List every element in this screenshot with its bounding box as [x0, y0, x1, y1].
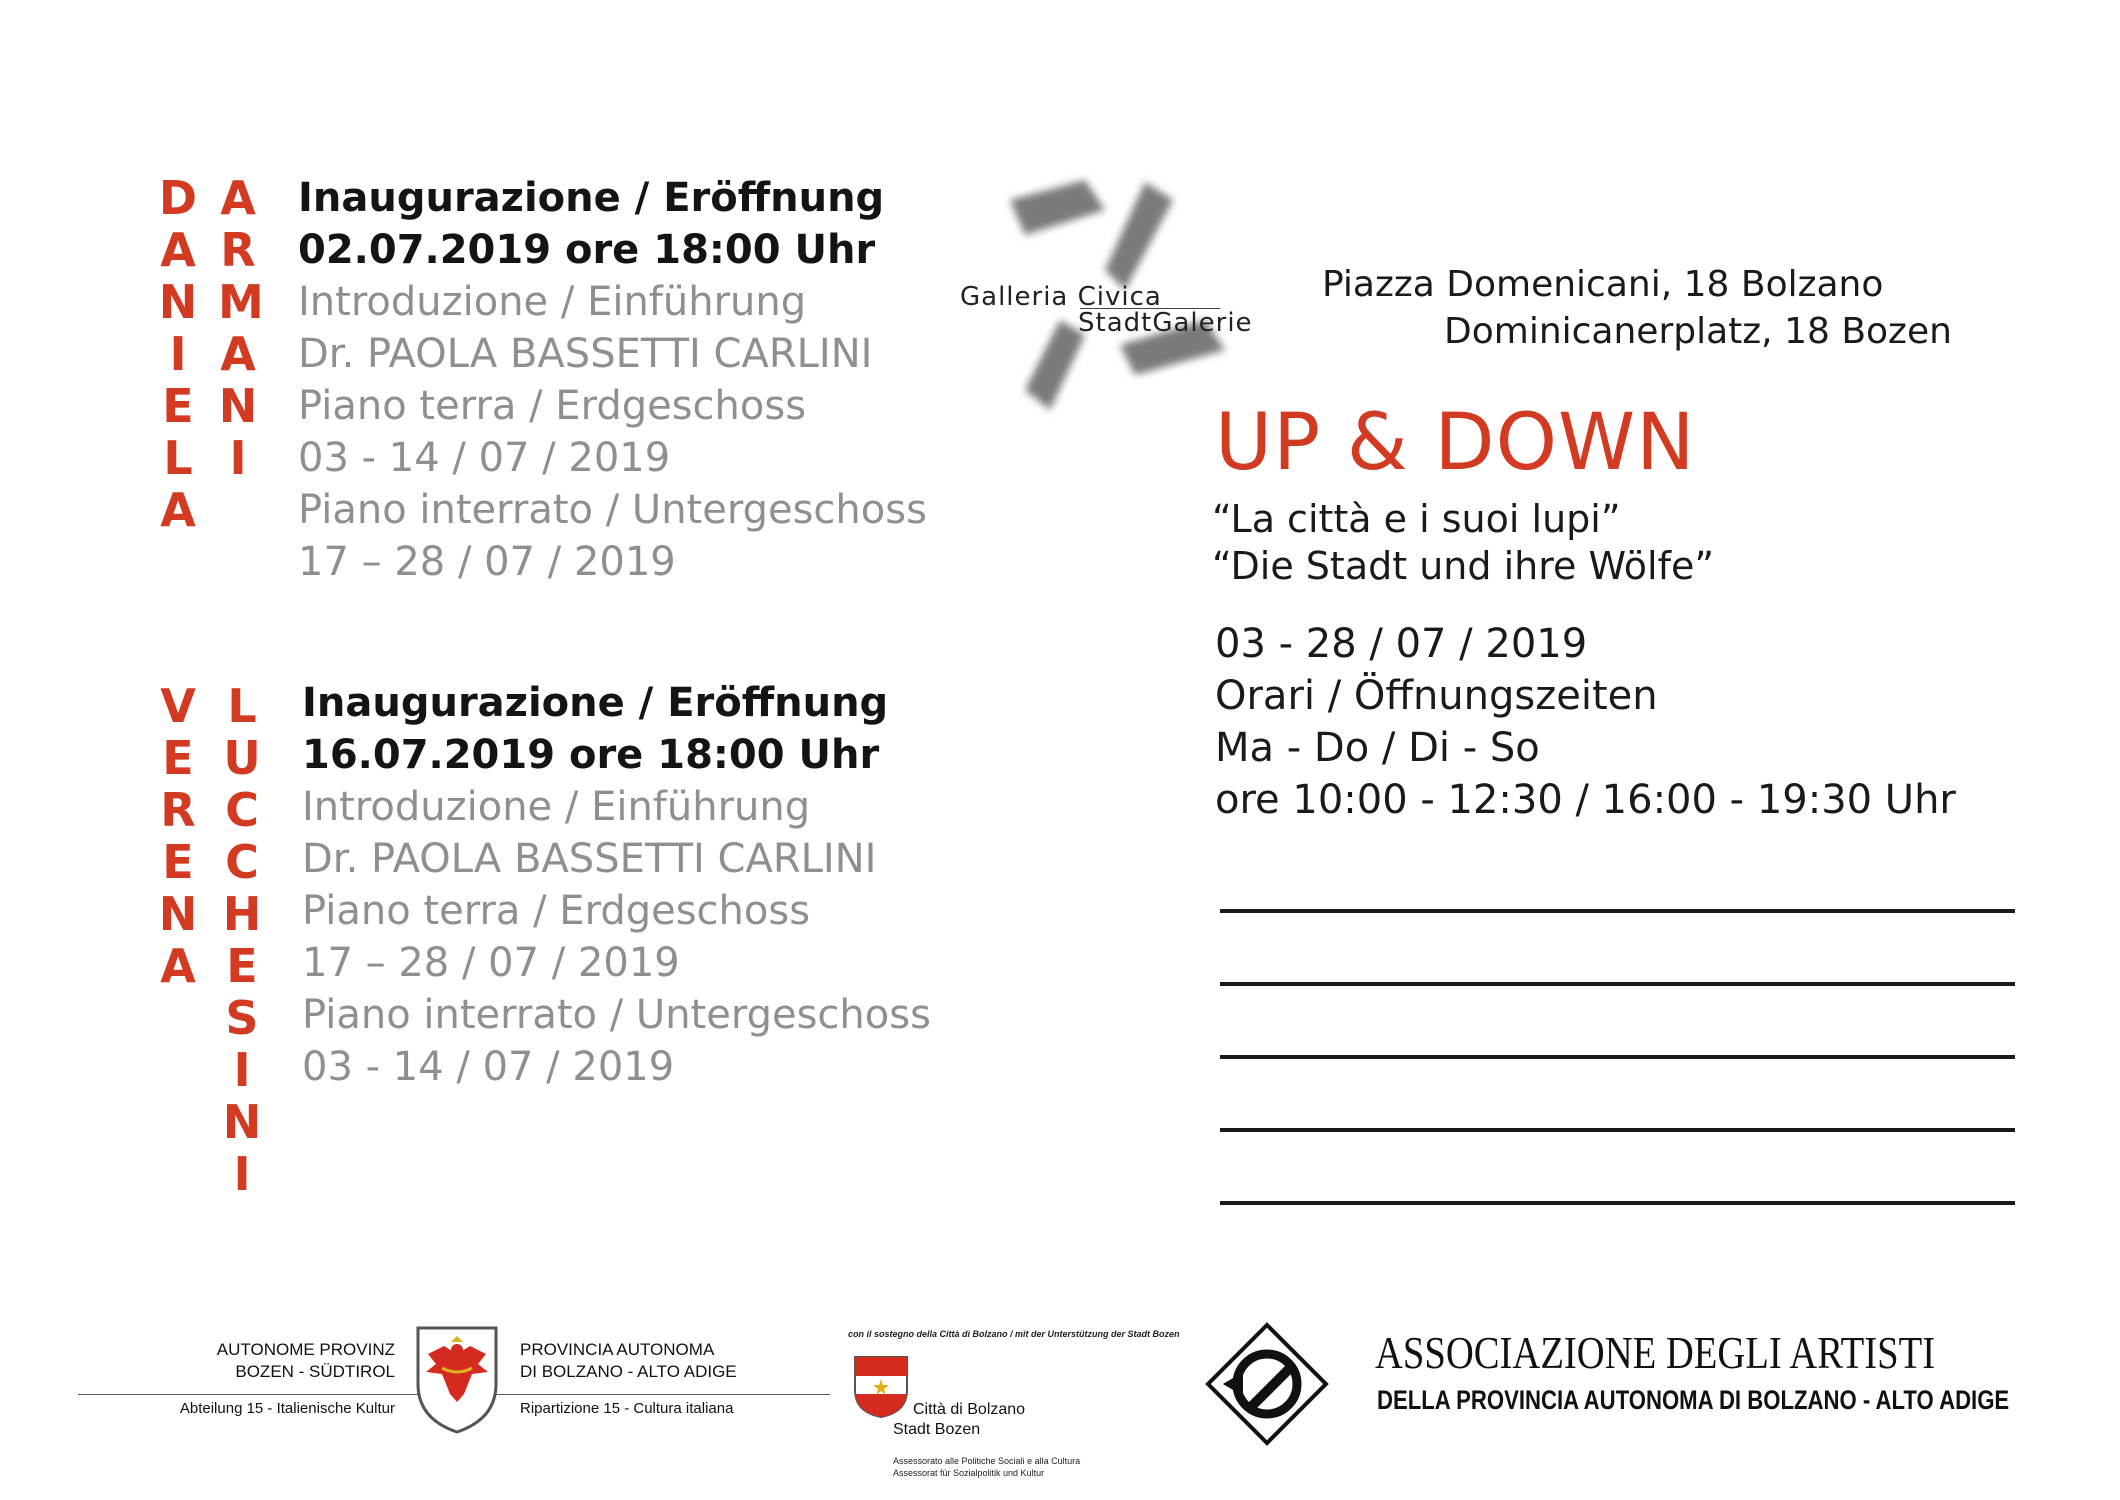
- letter: A: [220, 327, 256, 381]
- city-coat-of-arms-icon: [852, 1354, 910, 1420]
- opening-datetime: 02.07.2019 ore 18:00 Uhr: [298, 227, 876, 273]
- letter: D: [158, 171, 198, 225]
- galleria-civica-logo: [955, 170, 1275, 420]
- exhibition-title: UP & DOWN: [1215, 398, 1696, 488]
- letter: E: [162, 835, 194, 889]
- address-it: Piazza Domenicani, 18 Bolzano: [1322, 264, 1884, 305]
- artist2-details: [302, 677, 942, 1093]
- logo-line1: Galleria Civica: [960, 282, 1162, 312]
- association-subtitle: DELLA PROVINCIA AUTONOMA DI BOLZANO - ALTO ADIGE: [1377, 1385, 2010, 1415]
- opening-hours: ore 10:00 - 12:30 / 16:00 - 19:30 Uhr: [1215, 777, 1956, 823]
- address-write-line: [1220, 1201, 2015, 1205]
- letter: S: [225, 991, 259, 1045]
- letter: N: [218, 379, 258, 433]
- intro-speaker: Dr. PAOLA BASSETTI CARLINI: [302, 836, 877, 882]
- exhibition-dates: 03 - 28 / 07 / 2019: [1215, 621, 1588, 667]
- letter: I: [233, 1147, 251, 1201]
- support-note: con il sostegno della Città di Bolzano / mit der Unterstützung der Stadt Bozen: [848, 1329, 1180, 1339]
- letter: V: [160, 679, 196, 733]
- letter: R: [160, 783, 196, 837]
- subtitle-it: “La città e i suoi lupi”: [1212, 497, 1621, 541]
- intro-speaker: Dr. PAOLA BASSETTI CARLINI: [298, 331, 873, 377]
- floor1-dates: 17 – 28 / 07 / 2019: [302, 940, 680, 986]
- province-de-1: AUTONOME PROVINZ: [216, 1340, 395, 1359]
- artist1-last-name: [218, 171, 264, 485]
- floor1-label: Piano terra / Erdgeschoss: [302, 888, 811, 934]
- letter: U: [223, 731, 261, 785]
- intro-label: Introduzione / Einführung: [298, 279, 807, 325]
- province-it-2: DI BOLZANO - ALTO ADIGE: [520, 1362, 737, 1381]
- letter: H: [222, 887, 262, 941]
- floor2-dates: 17 – 28 / 07 / 2019: [298, 539, 676, 585]
- opening-days: Ma - Do / Di - So: [1215, 725, 1540, 771]
- letter: E: [162, 731, 194, 785]
- letter: E: [226, 939, 258, 993]
- letter: C: [225, 783, 259, 837]
- letter: E: [162, 379, 194, 433]
- letter: C: [225, 835, 259, 889]
- letter: N: [158, 887, 198, 941]
- province-coat-of-arms-icon: [414, 1324, 500, 1436]
- address-write-line: [1220, 909, 2015, 913]
- letter: I: [233, 1043, 251, 1097]
- letter: L: [227, 679, 257, 733]
- opening-label: Inaugurazione / Eröffnung: [302, 680, 889, 726]
- floor2-label: Piano interrato / Untergeschoss: [302, 992, 931, 1038]
- exhibition-info: [1215, 618, 1956, 826]
- address-write-line: [1220, 1128, 2015, 1132]
- letter: R: [220, 223, 256, 277]
- floor2-dates: 03 - 14 / 07 / 2019: [302, 1044, 675, 1090]
- artist1-details: [298, 172, 938, 588]
- letter: L: [163, 431, 193, 485]
- letter: I: [229, 431, 247, 485]
- artist2-first-name: [158, 680, 198, 992]
- letter: A: [160, 483, 196, 537]
- city-it: Città di Bolzano: [913, 1401, 1026, 1418]
- letter: A: [220, 171, 256, 225]
- dept-it: Ripartizione 15 - Cultura italiana: [520, 1400, 734, 1417]
- province-de-2: BOZEN - SÜDTIROL: [235, 1362, 395, 1381]
- address-de: Dominicanerplatz, 18 Bozen: [1444, 311, 1952, 352]
- address-write-line: [1220, 982, 2015, 986]
- floor2-label: Piano interrato / Untergeschoss: [298, 487, 927, 533]
- floor1-dates: 03 - 14 / 07 / 2019: [298, 435, 671, 481]
- letter: A: [160, 939, 196, 993]
- logo-line2: StadtGalerie: [1078, 308, 1253, 338]
- letter: I: [169, 327, 187, 381]
- assessorato-de: Assessorat für Sozialpolitik und Kultur: [893, 1468, 1045, 1478]
- letter: A: [160, 223, 196, 277]
- city-de: Stadt Bozen: [893, 1421, 981, 1438]
- artist1-first-name: [158, 172, 198, 536]
- association-name: ASSOCIAZIONE DEGLI ARTISTI: [1375, 1327, 1936, 1378]
- intro-label: Introduzione / Einführung: [302, 784, 811, 830]
- subtitle-de: “Die Stadt und ihre Wölfe”: [1212, 544, 1715, 588]
- letter: N: [158, 275, 198, 329]
- artist2-last-name: [222, 680, 262, 1200]
- opening-datetime: 16.07.2019 ore 18:00 Uhr: [302, 732, 880, 778]
- address-write-line: [1220, 1055, 2015, 1059]
- letter: M: [218, 275, 264, 329]
- opening-label: Inaugurazione / Eröffnung: [298, 175, 885, 221]
- hours-label: Orari / Öffnungszeiten: [1215, 673, 1658, 719]
- letter: N: [222, 1095, 262, 1149]
- province-it-1: PROVINCIA AUTONOMA: [520, 1340, 715, 1359]
- dept-de: Abteilung 15 - Italienische Kultur: [179, 1400, 395, 1417]
- association-logo-icon: [1205, 1322, 1329, 1446]
- assessorato-it: Assessorato alle Politiche Sociali e alla Cultura: [893, 1456, 1081, 1466]
- floor1-label: Piano terra / Erdgeschoss: [298, 383, 807, 429]
